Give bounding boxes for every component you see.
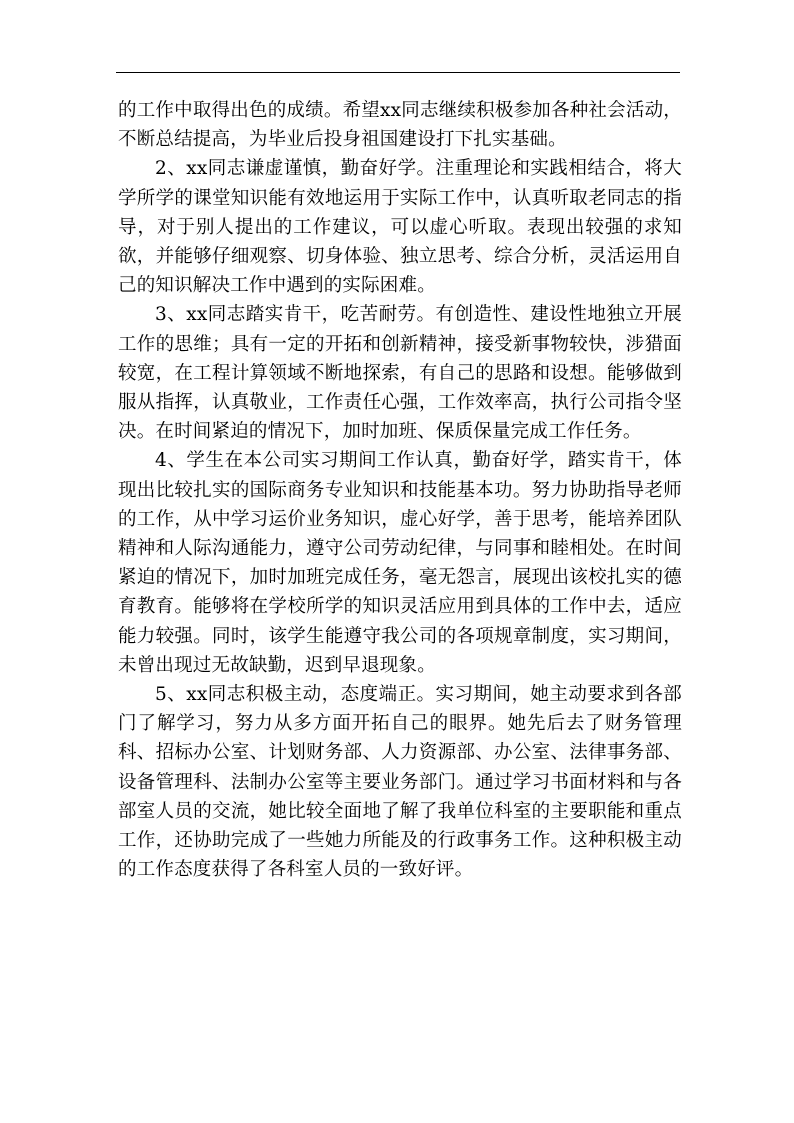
document-body <box>118 96 682 884</box>
paragraph-item-2: 2、xx同志谦虚谨慎，勤奋好学。注重理论和实践相结合，将大学所学的课堂知识能有效地运用于实际工作中，认真听取老同志的指导，对于别人提出的工作建议，可以虚心听取。表现出较强的求知欲，并能够仔细观察、切身体验、独立思考、综合分析，灵活运用自己的知识解决工作中遇到的实际困难。 <box>118 158 682 297</box>
paragraph-item-4: 4、学生在本公司实习期间工作认真，勤奋好学，踏实肯干，体现出比较扎实的国际商务专业知识和技能基本功。努力协助指导老师的工作，从中学习运价业务知识，虚心好学，善于思考，能培养团队精神和人际沟通能力，遵守公司劳动纪律，与同事和睦相处。在时间紧迫的情况下，加时加班完成任务，毫无怨言，展现出该校扎实的德育教育。能够将在学校所学的知识灵活应用到具体的工作中去，适应能力较强。同时，该学生能遵守我公司的各项规章制度，实习期间，未曾出现过无故缺勤，迟到早退现象。 <box>118 450 682 676</box>
paragraph-continuation: 的工作中取得出色的成绩。希望xx同志继续积极参加各种社会活动，不断总结提高，为毕业后投身祖国建设打下扎实基础。 <box>118 100 682 151</box>
paragraph-item-3: 3、xx同志踏实肯干，吃苦耐劳。有创造性、建设性地独立开展工作的思维；具有一定的开拓和创新精神，接受新事物较快，涉猎面较宽，在工程计算领域不断地探索，有自己的思路和设想。能够做到服从指挥，认真敬业，工作责任心强，工作效率高，执行公司指令坚决。在时间紧迫的情况下，加时加班、保质保量完成工作任务。 <box>118 304 682 443</box>
paragraph-item-5: 5、xx同志积极主动，态度端正。实习期间，她主动要求到各部门了解学习，努力从多方面开拓自己的眼界。她先后去了财务管理科、招标办公室、计划财务部、人力资源部、办公室、法律事务部、设备管理科、法制办公室等主要业务部门。通过学习书面材料和与各部室人员的交流，她比较全面地了解了我单位科室的主要职能和重点工作，还协助完成了一些她力所能及的行政事务工作。这种积极主动的工作态度获得了各科室人员的一致好评。 <box>118 684 682 881</box>
header-rule <box>116 72 680 73</box>
